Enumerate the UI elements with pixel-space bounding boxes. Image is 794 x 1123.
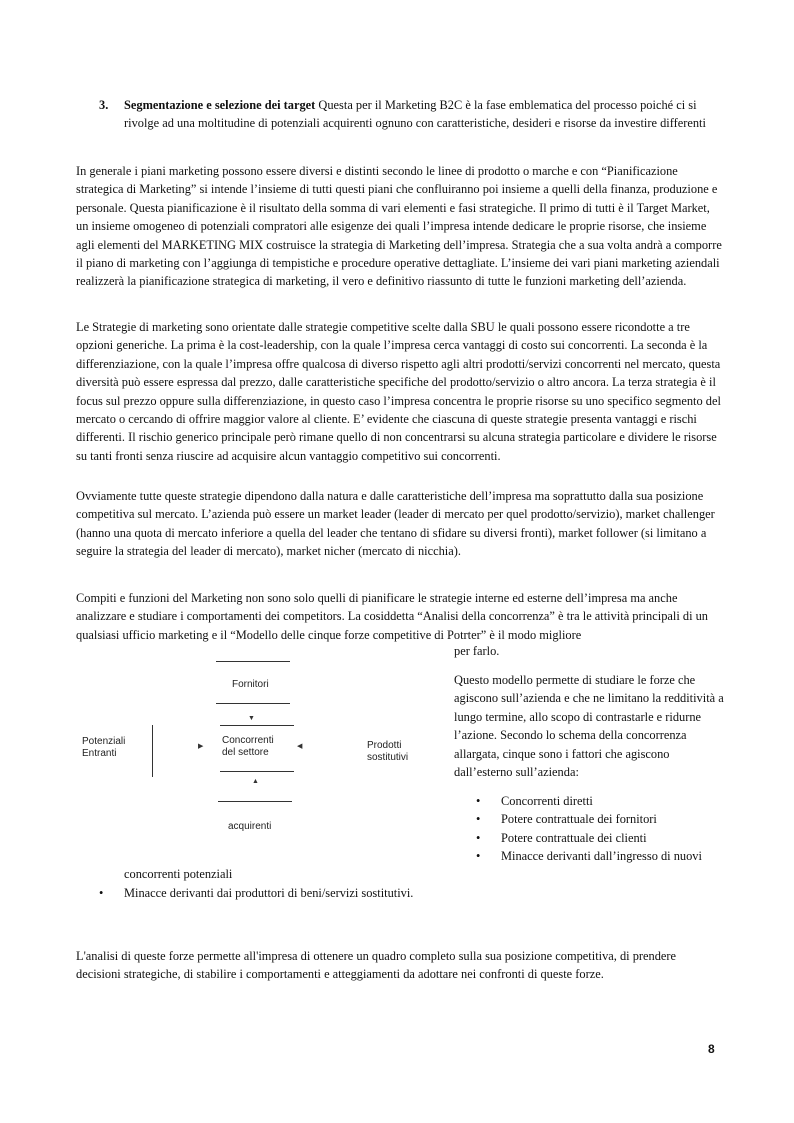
paragraph-pianificazione: In generale i piani marketing possono essere diversi e distinti secondo le linee di prodotto o marche e con “Pianificazione strategica di Marketing” si intende l’insieme di tutti questi piani che confluiranno poi insieme a quelli della finanza, produzione e personale. Questa pianificazione è il risultato della somma di vari elementi e fasi strategiche. Il primo di tutti è il Target Market, un insieme omogeneo di potenziali compratori alle esigenze dei quali l’impresa intende dedicare le proprie risorse, che insieme agli elementi del MARKETING MIX costruisce la strategia di Marketing dell’impresa. Strategia che a sua volta andrà a comporre il piano di marketing con l’aggiunga di tempistiche e procedure operative dettagliate. L’insieme dei vari piani marketing aziendali realizzerà la pianificazione strategica di marketing, il vero e definitivo riassunto di tutte le funzioni marketing dell’azienda. [76,164,722,289]
arrow-right-icon: ▶ [198,743,204,750]
diagram-label-acquirenti: acquirenti [228,821,272,832]
bullet-icon: • [476,830,481,845]
bullet-icon: • [99,886,104,900]
diagram-line [216,703,290,704]
list-item [476,810,726,828]
bullet-icon: • [476,812,481,827]
list-item-title: Segmentazione e selezione dei target [124,98,316,112]
diagram-line [216,661,290,662]
list-item [476,829,726,847]
diagram-label-prodotti-sostitutivi: Prodotti sostitutivi [367,740,409,763]
paragraph-conclusione: L'analisi di queste forze permette all'impresa di ottenere un quadro completo sulla sua posizione competitiva, di prendere decisioni strategiche, di stabilire i comportamenti e atteggiamenti da adottare nei confronti di queste forze. [76,949,677,982]
diagram-label-fornitori: Fornitori [232,679,269,690]
list-item-text [124,96,723,133]
list-number: 3. [99,98,109,112]
diagram-line [220,771,294,772]
list-item-continuation: concorrenti potenziali [124,867,233,881]
per-farlo-text: per farlo. [454,644,500,658]
list-item-text: Minacce derivanti dall’ingresso di nuovi [501,849,702,864]
bullet-icon: • [476,794,481,808]
paragraph-modello: Questo modello permette di studiare le forze che agiscono sull’azienda e che ne limitano la redditività a lungo termine, allo scopo di contrastarle e ridurne l’azione. Secondo lo schema della concorrenza allargata, cinque sono i fattori che agiscono dall’esterno sull’azienda: [454,673,724,780]
forces-list [476,792,726,866]
diagram-label-concorrenti: Concorrenti del settore [222,735,274,758]
arrow-up-icon: ▲ [252,778,259,785]
paragraph-strategie: Le Strategie di marketing sono orientate dalle strategie competitive scelte dalla SBU le quali possono essere ricondotte a tre opzioni generiche. La prima è la cost-leadership, con la quale l’impresa cerca vantaggi di costo sui concorrenti. La seconda è la differenziazione, con la quale l’impresa offre qualcosa di diverso rispetto agli altri prodotti/servizi concorrenti nel mercato, questa diversità può essere espressa dal prezzo, dalle caratteristiche specifiche del prodotto/servizio o altro ancora. La terza strategia è il focus sul prezzo oppure sulla differenziazione, in questo caso l’impresa concentra le proprie risorse su uno specifico segmento del mercato o cercando di offrire maggior valore al cliente. E’ evidente che ciascuna di queste strategie presenta vantaggi e rischi differenti. Il rischio generico principale però rimane quello di non concentrarsi su alcuna strategia particolare e dividere le risorse su tanti fronti senza riuscire ad acquisire alcun vantaggio competitivo sui concorrenti. [76,320,721,463]
five-forces-diagram [76,655,448,870]
diagram-line [220,725,294,726]
diagram-label-potenziali-entranti: Potenziali Entranti [82,736,126,759]
list-item-text: Concorrenti diretti [501,794,593,808]
arrow-left-icon: ◀ [297,743,303,750]
list-item-body: Questa per il Marketing B2C è la fase emblematica del processo poiché ci si rivolge ad una moltitudine di potenziali acquirenti ognuno con caratteristiche, desideri e risorse da investire differenti [124,98,706,131]
list-item [476,792,726,810]
diagram-divider [152,725,153,777]
diagram-line [218,801,292,802]
list-item [476,847,726,865]
page-number: 8 [708,1042,715,1056]
arrow-down-icon: ▼ [248,715,255,722]
paragraph-compiti-marketing: Compiti e funzioni del Marketing non sono solo quelli di pianificare le strategie interne ed esterne dell’impresa ma anche analizzare e studiare i comportamenti dei competitors. La cosiddetta “Analisi della concorrenza” è tra le attività principali di un qualsiasi ufficio marketing e il “Modello delle cinque forze competitive di Potrter” è il modo migliore [76,591,709,642]
list-item-segmentazione [99,96,723,133]
list-item-text: Potere contrattuale dei fornitori [501,812,657,827]
list-item-text: Potere contrattuale dei clienti [501,830,647,845]
paragraph-posizione-competitiva: Ovviamente tutte queste strategie dipendono dalla natura e dalle caratteristiche dell’impresa ma soprattutto dalla sua posizione competitiva sul mercato. L’azienda può essere un market leader (leader di mercato per quel prodotto/servizio), market challenger (hanno una quota di mercato inferiore a quella del leader che tentano di sfidare su diversi fronti), market follower (si limitano a seguire la strategia del leader di mercato), market nicher (mercato di nicchia). [76,489,715,559]
list-item-text: Minacce derivanti dai produttori di beni/servizi sostitutivi. [124,886,414,900]
list-item [99,884,719,902]
bullet-icon: • [476,849,481,864]
